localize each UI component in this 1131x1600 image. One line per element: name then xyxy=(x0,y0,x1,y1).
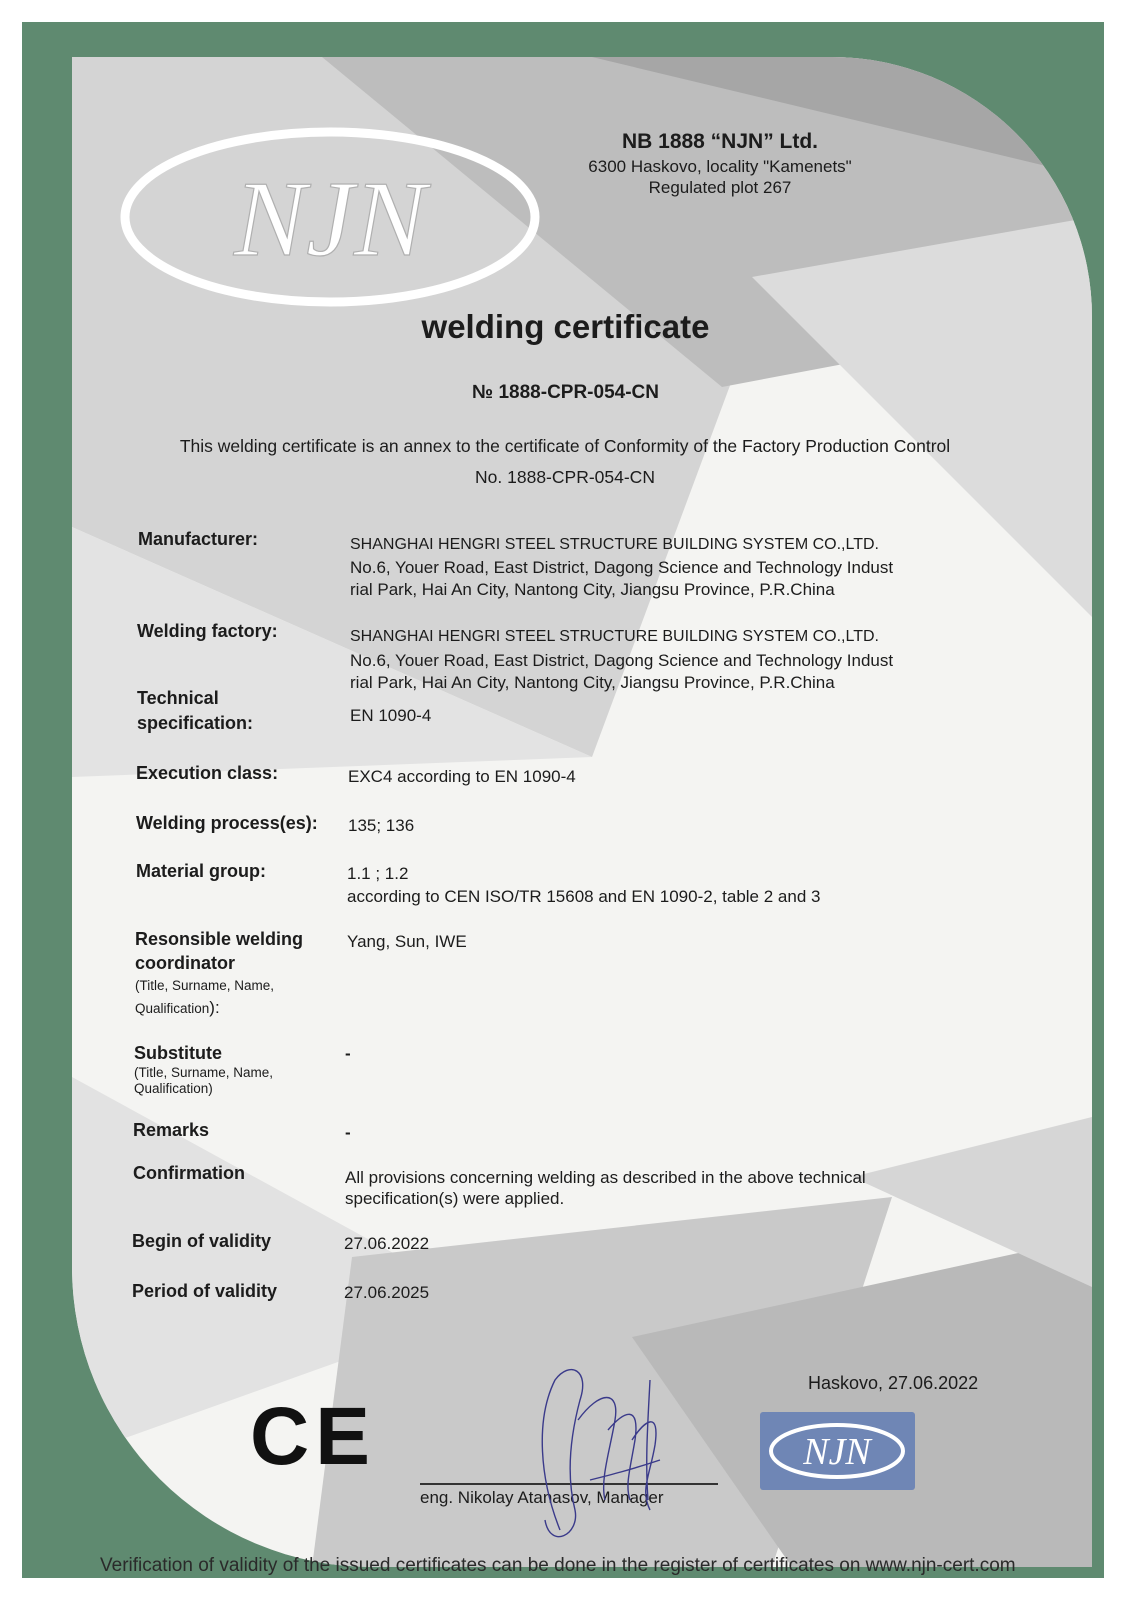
period-of-validity-value: 27.06.2025 xyxy=(344,1283,430,1302)
confirmation-value-2: specification(s) were applied. xyxy=(345,1189,565,1208)
manufacturer-address-1: No.6, Youer Road, East District, Dagong Science and Technology Indust xyxy=(350,558,894,577)
substitute-label: Substitute xyxy=(134,1043,222,1063)
njn-stamp xyxy=(760,1412,915,1490)
material-group-value-1: 1.1 ; 1.2 xyxy=(347,864,409,883)
stamp-text: NJN xyxy=(803,1431,871,1473)
document-title: welding certificate xyxy=(421,308,710,345)
place-and-date: Haskovo, 27.06.2022 xyxy=(808,1373,979,1393)
technical-specification-value: EN 1090-4 xyxy=(350,706,432,725)
coordinator-note-2 xyxy=(135,998,220,1019)
coordinator-label-2: coordinator xyxy=(135,953,236,973)
verification-note: Verification of validity of the issued certificates can be done in the register of certificates on www.njn-cert.com xyxy=(100,1555,1016,1576)
welding-processes-value: 135; 136 xyxy=(348,816,415,835)
welding-factory-address-1: No.6, Youer Road, East District, Dagong Science and Technology Indust xyxy=(350,651,894,670)
coordinator-label-1: Resonsible welding xyxy=(135,929,304,949)
signature-drawing xyxy=(520,1360,680,1560)
substitute-note-2: Qualification) xyxy=(134,1081,213,1096)
manufacturer-company: SHANGHAI HENGRI STEEL STRUCTURE BUILDING SYSTEM CO.,LTD. xyxy=(350,536,879,553)
logo-text: NJN xyxy=(233,160,427,279)
remarks-label: Remarks xyxy=(133,1120,210,1140)
begin-of-validity-label: Begin of validity xyxy=(132,1231,272,1251)
confirmation-label: Confirmation xyxy=(133,1163,245,1183)
period-of-validity-label: Period of validity xyxy=(132,1281,278,1301)
njn-logo xyxy=(118,125,543,310)
intro-line-1: This welding certificate is an annex to the certificate of Conformity of the Factory Production Control xyxy=(179,436,951,456)
substitute-note-1: (Title, Surname, Name, xyxy=(134,1065,274,1080)
coordinator-note-suffix: ): xyxy=(209,998,220,1017)
intro-line-2: No. 1888-CPR-054-CN xyxy=(475,467,655,487)
manufacturer-address-2: rial Park, Hai An City, Nantong City, Jiangsu Province, P.R.China xyxy=(350,580,835,599)
welding-factory-address-2: rial Park, Hai An City, Nantong City, Jiangsu Province, P.R.China xyxy=(350,673,835,692)
substitute-value: - xyxy=(345,1044,351,1063)
verification-note-strip xyxy=(100,1550,1050,1580)
begin-of-validity-value: 27.06.2022 xyxy=(344,1234,430,1253)
confirmation-value-1: All provisions concerning welding as described in the above technical xyxy=(345,1168,866,1187)
certificate-body-name: NB 1888 “NJN” Ltd. xyxy=(621,130,819,153)
certificate-body-address-2: Regulated plot 267 xyxy=(648,178,792,197)
welding-factory-label: Welding factory: xyxy=(137,621,278,641)
certificate-body-address-1: 6300 Haskovo, locality "Kamenets" xyxy=(588,157,852,176)
coordinator-note-2-text: Qualification xyxy=(135,1001,210,1016)
remarks-value: - xyxy=(345,1123,351,1142)
ce-mark-icon: CE xyxy=(250,1391,376,1482)
material-group-value-2: according to CEN ISO/TR 15608 and EN 1090-2, table 2 and 3 xyxy=(347,887,821,906)
technical-specification-label-2: specification: xyxy=(137,713,254,733)
execution-class-label: Execution class: xyxy=(136,763,279,783)
material-group-label: Material group: xyxy=(136,861,267,881)
certificate-number: № 1888-CPR-054-CN xyxy=(472,382,659,403)
njn-stamp-logo xyxy=(760,1412,915,1490)
welding-processes-label: Welding process(es): xyxy=(136,813,318,833)
execution-class-value: EXC4 according to EN 1090-4 xyxy=(348,767,576,786)
coordinator-note-1: (Title, Surname, Name, xyxy=(135,978,275,993)
technical-specification-label-1: Technical xyxy=(137,688,219,708)
manufacturer-label: Manufacturer: xyxy=(138,529,259,549)
coordinator-value: Yang, Sun, IWE xyxy=(347,932,467,951)
welding-factory-company: SHANGHAI HENGRI STEEL STRUCTURE BUILDING SYSTEM CO.,LTD. xyxy=(350,628,879,645)
signatory-name: eng. Nikolay Atanasov, Manager xyxy=(420,1488,664,1507)
